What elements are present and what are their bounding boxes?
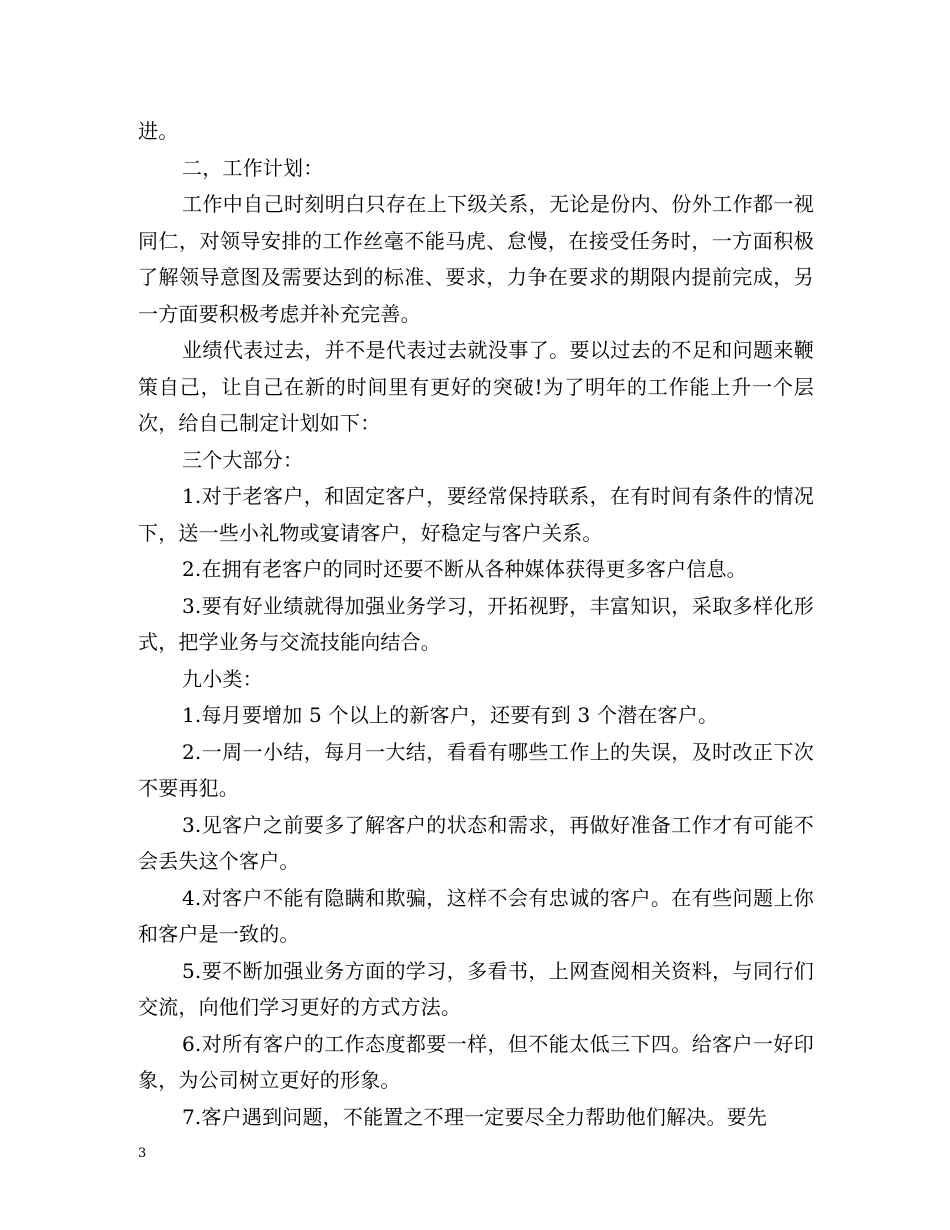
paragraph-continuation: 进。 (138, 119, 179, 143)
list-item: 6.对所有客户的工作态度都要一样，但不能太低三下四。给客户一好印象，为公司树立更好的形象。 (138, 1031, 814, 1092)
subheading-nine-categories: 九小类： (182, 666, 263, 691)
document-body (138, 113, 814, 1135)
list-item: 3.要有好业绩就得加强业务学习，开拓视野，丰富知识，采取多样化形式，把学业务与交流技能向结合。 (138, 593, 814, 654)
list-item: 3.见客户之前要多了解客户的状态和需求，再做好准备工作才有可能不会丢失这个客户。 (138, 812, 814, 873)
section-heading-work-plan: 二，工作计划： (182, 155, 324, 180)
list-item: 1.每月要增加 5 个以上的新客户，还要有到 3 个潜在客户。 (182, 703, 719, 727)
paragraph-work-attitude: 工作中自己时刻明白只存在上下级关系，无论是份内、份外工作都一视同仁，对领导安排的工作丝毫不能马虎、怠慢，在接受任务时，一方面积极了解领导意图及需要达到的标准、要求，力争在要求的期限内提前完成，另一方面要积极考虑并补充完善。 (138, 192, 814, 326)
list-item: 7.客户遇到问题，不能置之不理一定要尽全力帮助他们解决。要先 (182, 1104, 768, 1129)
subheading-three-parts: 三个大部分： (182, 447, 304, 472)
list-item: 2.在拥有老客户的同时还要不断从各种媒体获得更多客户信息。 (182, 557, 747, 581)
list-item: 1.对于老客户，和固定客户，要经常保持联系，在有时间有条件的情况下，送一些小礼物或宴请客户，好稳定与客户关系。 (138, 484, 814, 545)
list-item: 4.对客户不能有隐瞒和欺骗，这样不会有忠诚的客户。在有些问题上你和客户是一致的。 (138, 885, 814, 946)
list-item: 5.要不断加强业务方面的学习，多看书，上网查阅相关资料，与同行们交流，向他们学习更好的方式方法。 (138, 958, 814, 1019)
page-number: 3 (138, 1146, 147, 1161)
list-item: 2.一周一小结，每月一大结，看看有哪些工作上的失误，及时改正下次不要再犯。 (138, 739, 814, 800)
paragraph-performance: 业绩代表过去，并不是代表过去就没事了。要以过去的不足和问题来鞭策自己，让自己在新的时间里有更好的突破!为了明年的工作能上升一个层次，给自己制定计划如下： (138, 338, 814, 435)
